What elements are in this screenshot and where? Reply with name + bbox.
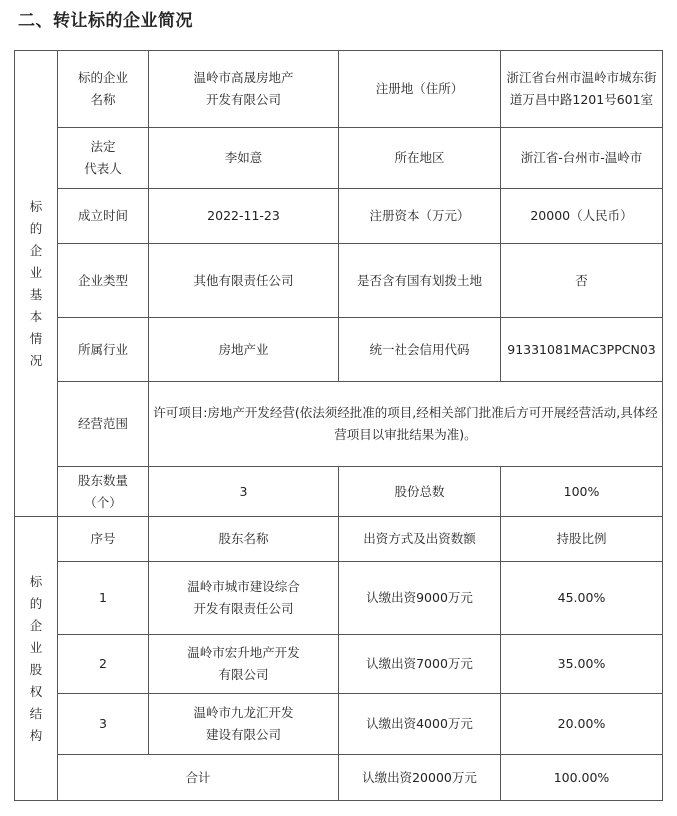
label-shareholder-count: 股东数量 （个） [58,467,149,517]
shareholder-no: 2 [58,635,149,694]
label-registered-capital: 注册资本（万元） [339,189,501,244]
table-row [15,694,663,755]
shareholder-no: 1 [58,562,149,635]
table-row [15,635,663,694]
header-no: 序号 [58,517,149,562]
label-location: 所在地区 [339,128,501,189]
label-established-date: 成立时间 [58,189,149,244]
value-legal-representative: 李如意 [149,128,339,189]
header-shareholder-name: 股东名称 [149,517,339,562]
header-ratio: 持股比例 [501,517,663,562]
table-row [15,128,663,189]
table-row [15,51,663,128]
total-ratio: 100.00% [501,755,663,801]
table-row [15,382,663,467]
label-registered-address: 注册地（住所） [339,51,501,128]
value-business-scope: 许可项目:房地产开发经营(依法须经批准的项目,经相关部门批准后方可开展经营活动,具体经营项目以审批结果为准)。 [149,382,663,467]
label-legal-representative: 法定 代表人 [58,128,149,189]
shareholder-ratio: 45.00% [501,562,663,635]
label-industry: 所属行业 [58,318,149,382]
label-company-name: 标的企业 名称 [58,51,149,128]
value-registered-address: 浙江省台州市温岭市城东街 道万昌中路1201号601室 [501,51,663,128]
total-label: 合计 [58,755,339,801]
label-credit-code: 统一社会信用代码 [339,318,501,382]
company-profile-table [14,50,663,801]
value-company-name: 温岭市高晟房地产 开发有限公司 [149,51,339,128]
label-company-type: 企业类型 [58,244,149,318]
value-credit-code: 91331081MAC3PPCN03 [501,318,663,382]
shareholder-ratio: 20.00% [501,694,663,755]
total-contribution: 认缴出资20000万元 [339,755,501,801]
value-state-allocated-land: 否 [501,244,663,318]
table-row [15,517,663,562]
value-location: 浙江省-台州市-温岭市 [501,128,663,189]
value-company-type: 其他有限责任公司 [149,244,339,318]
value-total-shares: 100% [501,467,663,517]
value-industry: 房地产业 [149,318,339,382]
shareholder-name: 温岭市九龙汇开发 建设有限公司 [149,694,339,755]
table-row [15,318,663,382]
shareholder-name: 温岭市城市建设综合 开发有限责任公司 [149,562,339,635]
value-established-date: 2022-11-23 [149,189,339,244]
shareholder-contribution: 认缴出资7000万元 [339,635,501,694]
label-business-scope: 经营范围 [58,382,149,467]
label-total-shares: 股份总数 [339,467,501,517]
shareholder-ratio: 35.00% [501,635,663,694]
table-row [15,467,663,517]
shareholder-contribution: 认缴出资9000万元 [339,562,501,635]
section-title: 二、转让标的企业简况 [18,11,193,31]
basic-info-group-label: 标 的 企 业 基 本 情 况 [15,51,58,517]
value-shareholder-count: 3 [149,467,339,517]
shareholder-no: 3 [58,694,149,755]
table-row [15,244,663,318]
value-registered-capital: 20000（人民币） [501,189,663,244]
shareholder-contribution: 认缴出资4000万元 [339,694,501,755]
header-contribution: 出资方式及出资数额 [339,517,501,562]
table-row [15,189,663,244]
table-row [15,562,663,635]
shareholder-name: 温岭市宏升地产开发 有限公司 [149,635,339,694]
table-row [15,755,663,801]
equity-group-label: 标 的 企 业 股 权 结 构 [15,517,58,801]
label-state-allocated-land: 是否含有国有划拨土地 [339,244,501,318]
